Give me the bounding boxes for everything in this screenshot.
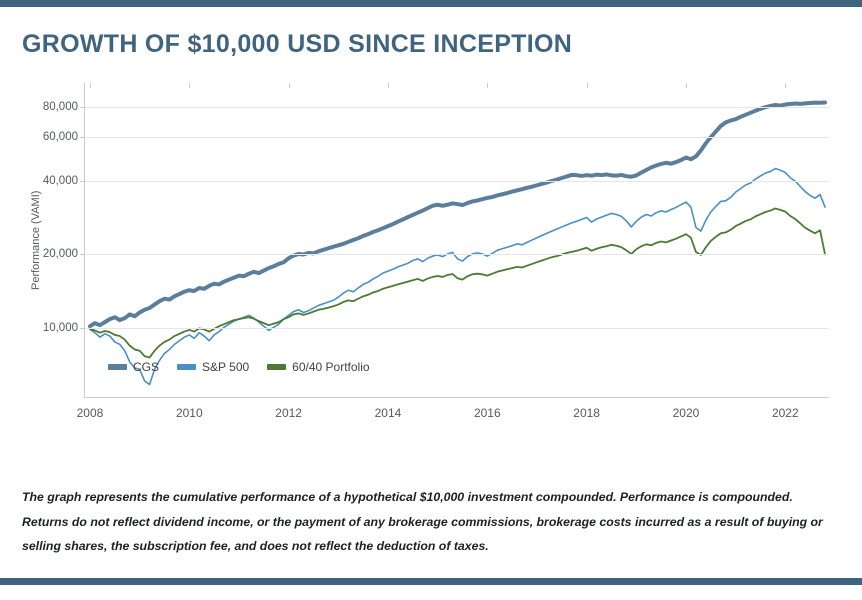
- legend-swatch-icon: [267, 364, 286, 370]
- x-tick-mark: [785, 83, 786, 88]
- chart-plot-area: [42, 83, 829, 420]
- legend-item-label: 60/40 Portfolio: [292, 360, 370, 374]
- y-tick-label: 60,000: [42, 131, 78, 144]
- x-tick-mark: [686, 83, 687, 88]
- y-tick-mark: [80, 107, 85, 108]
- page-title: GROWTH OF $10,000 USD SINCE INCEPTION: [22, 30, 573, 58]
- y-gridline: [85, 107, 829, 108]
- y-tick-mark: [80, 328, 85, 329]
- y-gridline: [85, 181, 829, 182]
- series-line-cgs: [90, 102, 825, 326]
- x-tick-mark: [289, 83, 290, 88]
- y-tick-label: 40,000: [42, 174, 78, 187]
- chart-series-lines: [85, 83, 830, 398]
- series-line-60-40-portfolio: [90, 208, 825, 357]
- legend-item[interactable]: [108, 360, 159, 374]
- x-tick-label: 2020: [672, 406, 700, 420]
- x-tick-mark: [189, 83, 190, 88]
- y-tick-label: 20,000: [42, 248, 78, 261]
- y-tick-label: 80,000: [42, 100, 78, 113]
- x-tick-mark: [388, 83, 389, 88]
- legend-item-label: S&P 500: [202, 360, 250, 374]
- top-accent-rule: [0, 0, 862, 7]
- x-tick-mark: [90, 83, 91, 88]
- y-tick-mark: [80, 137, 85, 138]
- legend-item[interactable]: [177, 360, 249, 374]
- y-gridline: [85, 254, 829, 255]
- legend-item[interactable]: [267, 360, 369, 374]
- y-tick-mark: [80, 181, 85, 182]
- y-gridline: [85, 137, 829, 138]
- y-gridline: [85, 328, 829, 329]
- x-tick-label: 2012: [275, 406, 302, 420]
- chart-legend: [108, 360, 370, 374]
- x-tick-mark: [587, 83, 588, 88]
- growth-chart: [22, 75, 840, 445]
- x-tick-label: 2010: [175, 406, 203, 420]
- report-page: [0, 7, 862, 578]
- y-tick-label: 10,000: [42, 322, 78, 335]
- legend-swatch-icon: [108, 364, 127, 370]
- legend-swatch-icon: [177, 364, 196, 370]
- x-tick-label: 2022: [771, 406, 799, 420]
- x-tick-label: 2008: [76, 406, 104, 420]
- series-line-s-p-500: [90, 169, 825, 385]
- x-tick-mark: [487, 83, 488, 88]
- x-tick-label: 2018: [573, 406, 600, 420]
- bottom-accent-rule: [0, 578, 862, 585]
- x-tick-label: 2014: [374, 406, 402, 420]
- legend-item-label: CGS: [133, 360, 160, 374]
- y-axis-label: Performance (VAMI): [30, 190, 42, 290]
- y-tick-mark: [80, 254, 85, 255]
- disclosure-footnote: The graph represents the cumulative performance of a hypothetical $10,000 investment compounded. Performance is compounded. Returns do not reflect dividend income, or the payment of any brokerage commissions, brokerage costs incurred as a result of buying or selling shares, the subscription fee, and does not reflect the deduction of taxes.: [22, 490, 823, 554]
- x-tick-label: 2016: [473, 406, 501, 420]
